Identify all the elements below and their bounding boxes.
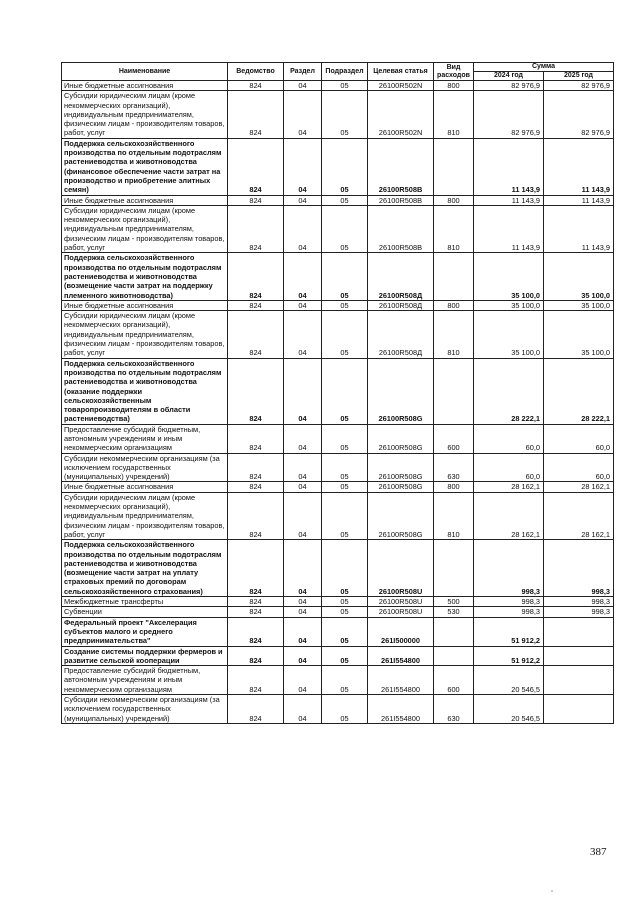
table-row bbox=[62, 482, 614, 492]
header-2024: 2024 год bbox=[474, 72, 544, 81]
cell-section: 04 bbox=[284, 424, 322, 453]
cell-name: Субсидии некоммерческим организациям (за исключением государственных (муниципальных) учреждений) bbox=[62, 695, 228, 724]
cell-name: Поддержка сельскохозяйственного производства по отдельным подотраслям растениеводства и животноводства (оказание поддержки сельскохозяйственным товаропроизводителям в области растениеводства) bbox=[62, 358, 228, 424]
cell-2024: 20 546,5 bbox=[474, 666, 544, 695]
cell-2024: 60,0 bbox=[474, 453, 544, 482]
cell-subsection: 05 bbox=[322, 607, 368, 617]
budget-table bbox=[61, 62, 614, 724]
cell-subsection: 05 bbox=[322, 482, 368, 492]
header-2025: 2025 год bbox=[544, 72, 614, 81]
cell-exptype: 500 bbox=[434, 597, 474, 607]
cell-dept: 824 bbox=[228, 666, 284, 695]
cell-exptype bbox=[434, 617, 474, 646]
table-row bbox=[62, 646, 614, 666]
table-row bbox=[62, 695, 614, 724]
cell-target: 26100R508B bbox=[368, 138, 434, 195]
cell-section: 04 bbox=[284, 358, 322, 424]
cell-2025 bbox=[544, 646, 614, 666]
cell-target: 26100R508G bbox=[368, 358, 434, 424]
cell-name: Субсидии юридическим лицам (кроме некоммерческих организаций), индивидуальным предпринимателям, физическим лицам - производителям товаров, работ, услуг bbox=[62, 311, 228, 358]
cell-subsection: 05 bbox=[322, 358, 368, 424]
cell-section: 04 bbox=[284, 482, 322, 492]
table-row bbox=[62, 358, 614, 424]
cell-section: 04 bbox=[284, 81, 322, 91]
cell-exptype bbox=[434, 646, 474, 666]
cell-exptype bbox=[434, 253, 474, 300]
table-row bbox=[62, 91, 614, 138]
cell-2025: 35 100,0 bbox=[544, 300, 614, 310]
cell-2025: 35 100,0 bbox=[544, 253, 614, 300]
cell-name: Иные бюджетные ассигнования bbox=[62, 300, 228, 310]
cell-2024: 998,3 bbox=[474, 540, 544, 597]
cell-target: 261I554800 bbox=[368, 646, 434, 666]
cell-section: 04 bbox=[284, 492, 322, 539]
page-number: 387 bbox=[590, 846, 607, 858]
cell-target: 261I554800 bbox=[368, 666, 434, 695]
cell-2024: 35 100,0 bbox=[474, 311, 544, 358]
table-row bbox=[62, 195, 614, 205]
cell-exptype: 630 bbox=[434, 453, 474, 482]
cell-2025 bbox=[544, 695, 614, 724]
cell-section: 04 bbox=[284, 311, 322, 358]
cell-section: 04 bbox=[284, 205, 322, 252]
cell-target: 26100R508U bbox=[368, 607, 434, 617]
cell-exptype: 810 bbox=[434, 492, 474, 539]
cell-dept: 824 bbox=[228, 453, 284, 482]
cell-exptype: 800 bbox=[434, 300, 474, 310]
cell-dept: 824 bbox=[228, 540, 284, 597]
cell-dept: 824 bbox=[228, 81, 284, 91]
cell-2025: 82 976,9 bbox=[544, 81, 614, 91]
cell-exptype: 810 bbox=[434, 311, 474, 358]
cell-subsection: 05 bbox=[322, 540, 368, 597]
cell-section: 04 bbox=[284, 540, 322, 597]
table-row bbox=[62, 253, 614, 300]
cell-2024: 28 162,1 bbox=[474, 482, 544, 492]
cell-name: Субсидии юридическим лицам (кроме некоммерческих организаций), индивидуальным предпринимателям, физическим лицам - производителям товаров, работ, услуг bbox=[62, 205, 228, 252]
cell-subsection: 05 bbox=[322, 492, 368, 539]
cell-dept: 824 bbox=[228, 138, 284, 195]
cell-dept: 824 bbox=[228, 195, 284, 205]
cell-exptype: 810 bbox=[434, 91, 474, 138]
table-body bbox=[62, 81, 614, 724]
cell-2025: 82 976,9 bbox=[544, 91, 614, 138]
cell-2025: 28 162,1 bbox=[544, 492, 614, 539]
cell-name: Поддержка сельскохозяйственного производства по отдельным подотраслям растениеводства и животноводства (возмещение части затрат на уплату страховых премий по договорам сельскохозяйственного страхования) bbox=[62, 540, 228, 597]
cell-2024: 82 976,9 bbox=[474, 91, 544, 138]
cell-target: 26100R502N bbox=[368, 91, 434, 138]
cell-2025: 28 222,1 bbox=[544, 358, 614, 424]
cell-2025: 11 143,9 bbox=[544, 195, 614, 205]
header-target: Целевая статья bbox=[368, 63, 434, 81]
cell-section: 04 bbox=[284, 607, 322, 617]
cell-section: 04 bbox=[284, 597, 322, 607]
cell-2024: 998,3 bbox=[474, 597, 544, 607]
table-row bbox=[62, 138, 614, 195]
cell-2024: 35 100,0 bbox=[474, 253, 544, 300]
cell-section: 04 bbox=[284, 617, 322, 646]
cell-section: 04 bbox=[284, 666, 322, 695]
cell-target: 261I500000 bbox=[368, 617, 434, 646]
cell-section: 04 bbox=[284, 695, 322, 724]
cell-dept: 824 bbox=[228, 617, 284, 646]
table-row bbox=[62, 311, 614, 358]
cell-exptype: 630 bbox=[434, 695, 474, 724]
cell-2024: 11 143,9 bbox=[474, 195, 544, 205]
cell-exptype bbox=[434, 358, 474, 424]
cell-name: Иные бюджетные ассигнования bbox=[62, 81, 228, 91]
cell-2024: 51 912,2 bbox=[474, 646, 544, 666]
cell-subsection: 05 bbox=[322, 91, 368, 138]
cell-name: Субсидии юридическим лицам (кроме некоммерческих организаций), индивидуальным предпринимателям, физическим лицам - производителям товаров, работ, услуг bbox=[62, 91, 228, 138]
cell-dept: 824 bbox=[228, 311, 284, 358]
cell-2025: 28 162,1 bbox=[544, 482, 614, 492]
table-row bbox=[62, 597, 614, 607]
cell-name: Предоставление субсидий бюджетным, автономным учреждениям и иным некоммерческим организациям bbox=[62, 666, 228, 695]
table-row bbox=[62, 81, 614, 91]
cell-subsection: 05 bbox=[322, 695, 368, 724]
cell-dept: 824 bbox=[228, 597, 284, 607]
cell-subsection: 05 bbox=[322, 666, 368, 695]
cell-2025 bbox=[544, 617, 614, 646]
cell-subsection: 05 bbox=[322, 253, 368, 300]
header-subsection: Подраздел bbox=[322, 63, 368, 81]
cell-dept: 824 bbox=[228, 205, 284, 252]
table-row bbox=[62, 424, 614, 453]
cell-subsection: 05 bbox=[322, 311, 368, 358]
table-row bbox=[62, 205, 614, 252]
cell-target: 26100R508B bbox=[368, 205, 434, 252]
table-row bbox=[62, 617, 614, 646]
table-row bbox=[62, 666, 614, 695]
cell-2024: 998,3 bbox=[474, 607, 544, 617]
cell-section: 04 bbox=[284, 195, 322, 205]
header-sum: Сумма bbox=[474, 63, 614, 72]
cell-exptype: 530 bbox=[434, 607, 474, 617]
cell-subsection: 05 bbox=[322, 617, 368, 646]
cell-2024: 20 546,5 bbox=[474, 695, 544, 724]
header-exptype: Вид расходов bbox=[434, 63, 474, 81]
cell-name: Субсидии юридическим лицам (кроме некоммерческих организаций), индивидуальным предпринимателям, физическим лицам - производителям товаров, работ, услуг bbox=[62, 492, 228, 539]
header-dept: Ведомство bbox=[228, 63, 284, 81]
cell-target: 261I554800 bbox=[368, 695, 434, 724]
cell-subsection: 05 bbox=[322, 81, 368, 91]
cell-subsection: 05 bbox=[322, 195, 368, 205]
cell-name: Иные бюджетные ассигнования bbox=[62, 482, 228, 492]
cell-target: 26100R508U bbox=[368, 540, 434, 597]
cell-section: 04 bbox=[284, 138, 322, 195]
cell-2024: 51 912,2 bbox=[474, 617, 544, 646]
cell-exptype: 800 bbox=[434, 482, 474, 492]
table-row bbox=[62, 540, 614, 597]
cell-exptype bbox=[434, 138, 474, 195]
cell-2024: 11 143,9 bbox=[474, 205, 544, 252]
cell-2024: 28 222,1 bbox=[474, 358, 544, 424]
cell-name: Создание системы поддержки фермеров и развитие сельской кооперации bbox=[62, 646, 228, 666]
cell-name: Субсидии некоммерческим организациям (за исключением государственных (муниципальных) учреждений) bbox=[62, 453, 228, 482]
cell-2025: 60,0 bbox=[544, 424, 614, 453]
cell-dept: 824 bbox=[228, 300, 284, 310]
cell-2025: 11 143,9 bbox=[544, 138, 614, 195]
header-section: Раздел bbox=[284, 63, 322, 81]
cell-target: 26100R508Д bbox=[368, 253, 434, 300]
cell-name: Предоставление субсидий бюджетным, автономным учреждениям и иным некоммерческим организациям bbox=[62, 424, 228, 453]
cell-section: 04 bbox=[284, 91, 322, 138]
cell-2024: 35 100,0 bbox=[474, 300, 544, 310]
scan-speck bbox=[551, 890, 553, 892]
cell-2025: 998,3 bbox=[544, 540, 614, 597]
cell-section: 04 bbox=[284, 253, 322, 300]
cell-2025 bbox=[544, 666, 614, 695]
cell-exptype: 600 bbox=[434, 424, 474, 453]
cell-dept: 824 bbox=[228, 646, 284, 666]
cell-2024: 60,0 bbox=[474, 424, 544, 453]
cell-dept: 824 bbox=[228, 695, 284, 724]
header-name: Наименование bbox=[62, 63, 228, 81]
cell-2025: 60,0 bbox=[544, 453, 614, 482]
table-row bbox=[62, 300, 614, 310]
cell-target: 26100R508U bbox=[368, 597, 434, 607]
cell-target: 26100R502N bbox=[368, 81, 434, 91]
cell-target: 26100R508Д bbox=[368, 300, 434, 310]
cell-dept: 824 bbox=[228, 607, 284, 617]
cell-name: Поддержка сельскохозяйственного производства по отдельным подотраслям растениеводства и животноводства (финансовое обеспечение части затрат на производство и приобретение элитных семян) bbox=[62, 138, 228, 195]
cell-dept: 824 bbox=[228, 91, 284, 138]
cell-exptype: 800 bbox=[434, 195, 474, 205]
cell-2024: 82 976,9 bbox=[474, 81, 544, 91]
cell-subsection: 05 bbox=[322, 646, 368, 666]
table-row bbox=[62, 492, 614, 539]
cell-target: 26100R508G bbox=[368, 482, 434, 492]
cell-exptype: 600 bbox=[434, 666, 474, 695]
cell-dept: 824 bbox=[228, 358, 284, 424]
cell-section: 04 bbox=[284, 453, 322, 482]
cell-name: Поддержка сельскохозяйственного производства по отдельным подотраслям растениеводства и животноводства (возмещение части затрат на поддержку племенного животноводства) bbox=[62, 253, 228, 300]
cell-subsection: 05 bbox=[322, 205, 368, 252]
cell-name: Иные бюджетные ассигнования bbox=[62, 195, 228, 205]
cell-2025: 35 100,0 bbox=[544, 311, 614, 358]
cell-name: Межбюджетные трансферты bbox=[62, 597, 228, 607]
cell-target: 26100R508G bbox=[368, 492, 434, 539]
cell-2024: 28 162,1 bbox=[474, 492, 544, 539]
cell-exptype: 810 bbox=[434, 205, 474, 252]
cell-dept: 824 bbox=[228, 253, 284, 300]
cell-target: 26100R508B bbox=[368, 195, 434, 205]
cell-2024: 11 143,9 bbox=[474, 138, 544, 195]
cell-2025: 11 143,9 bbox=[544, 205, 614, 252]
cell-subsection: 05 bbox=[322, 138, 368, 195]
cell-name: Субвенции bbox=[62, 607, 228, 617]
cell-subsection: 05 bbox=[322, 597, 368, 607]
cell-subsection: 05 bbox=[322, 300, 368, 310]
cell-subsection: 05 bbox=[322, 424, 368, 453]
cell-exptype bbox=[434, 540, 474, 597]
cell-subsection: 05 bbox=[322, 453, 368, 482]
cell-name: Федеральный проект "Акселерация субъектов малого и среднего предпринимательства" bbox=[62, 617, 228, 646]
table-row bbox=[62, 607, 614, 617]
cell-section: 04 bbox=[284, 300, 322, 310]
cell-dept: 824 bbox=[228, 492, 284, 539]
cell-2025: 998,3 bbox=[544, 597, 614, 607]
cell-target: 26100R508G bbox=[368, 453, 434, 482]
cell-exptype: 800 bbox=[434, 81, 474, 91]
table-row bbox=[62, 453, 614, 482]
cell-dept: 824 bbox=[228, 424, 284, 453]
cell-dept: 824 bbox=[228, 482, 284, 492]
cell-target: 26100R508Д bbox=[368, 311, 434, 358]
cell-2025: 998,3 bbox=[544, 607, 614, 617]
cell-section: 04 bbox=[284, 646, 322, 666]
cell-target: 26100R508G bbox=[368, 424, 434, 453]
